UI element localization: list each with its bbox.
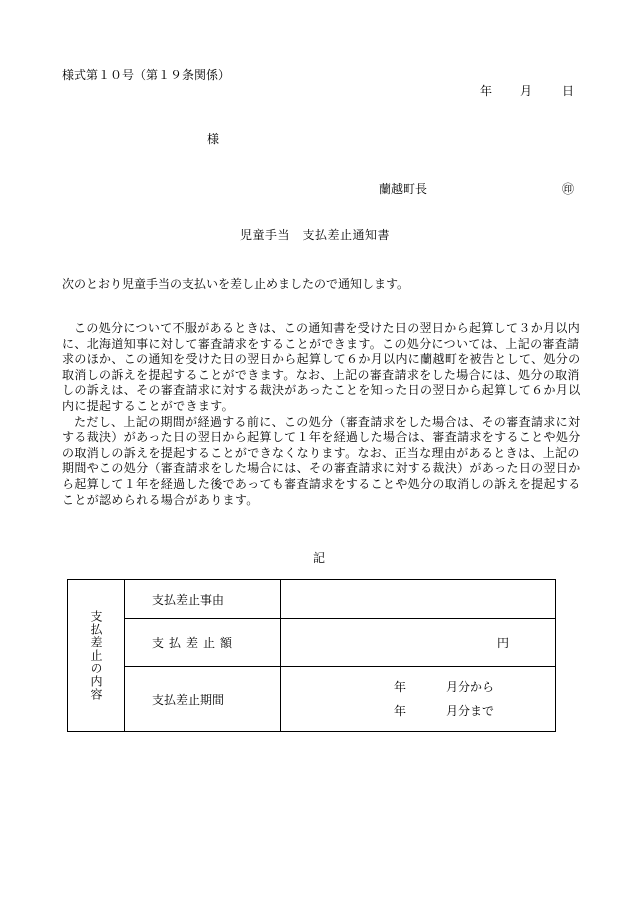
issuer-title: 蘭越町長 [379, 182, 428, 196]
document-title: 児童手当 支払差止通知書 [240, 228, 391, 242]
date-month: 月 [520, 84, 533, 98]
notice-paragraph: この処分について不服があるときは、この通知書を受けた日の翌日から起算して３か月以内に、北海道知事に対して審査請求をすることができます。この処分については、上記の審査請求のほか、この通知を受けた日の翌日から起算して６か月以内に蘭越町を被告として、処分の取消しの訴えを提起することができます。なお、上記の審査請求をした場合には、処分の取消しの訴えは、その審査請求に対する裁決があったことを知った日の翌日から起算して６か月以内に提起することができます。 [62, 321, 581, 413]
amount-value [281, 619, 556, 667]
period-value [281, 667, 556, 732]
date-day: 日 [562, 84, 575, 98]
details-table [67, 579, 556, 732]
form-number: 様式第１０号（第１９条関係） [62, 68, 231, 82]
amount-label: 支払差止額 [152, 636, 238, 650]
amount-unit: 円 [496, 636, 509, 650]
notice-text [62, 321, 582, 508]
amount-label-cell [125, 619, 281, 667]
seal-mark: ㊞ [562, 182, 575, 196]
ki-heading: 記 [313, 551, 326, 565]
intro-text: 次のとおり児童手当の支払いを差し止めましたので通知します。 [62, 277, 410, 291]
table-row-reason [68, 580, 556, 619]
side-heading: 支払差止の内容 [89, 610, 103, 701]
period-to: 年 月分まで [394, 704, 495, 718]
side-heading-cell [68, 580, 125, 732]
date-year: 年 [480, 84, 493, 98]
period-from: 年 月分から [394, 680, 495, 694]
period-label: 支払差止期間 [125, 667, 281, 732]
reason-value [281, 580, 556, 619]
reason-label: 支払差止事由 [125, 580, 281, 619]
notice-paragraph: ただし、上記の期間が経過する前に、この処分（審査請求をした場合は、その審査請求に対する裁決）があった日の翌日から起算して１年を経過した場合は、審査請求をすることや処分の取消しの訴えを提起することができなくなります。なお、正当な理由があるときは、上記の期間やこの処分（審査請求をした場合には、その審査請求に対する裁決）があった日の翌日から起算して１年を経過した後であっても審査請求をすることや処分の取消しの訴えを提起することが認められる場合があります。 [62, 414, 581, 507]
table-row-period [68, 667, 556, 732]
date-line [480, 82, 574, 99]
recipient-honorific: 様 [207, 132, 220, 146]
table-row-amount [68, 619, 556, 667]
